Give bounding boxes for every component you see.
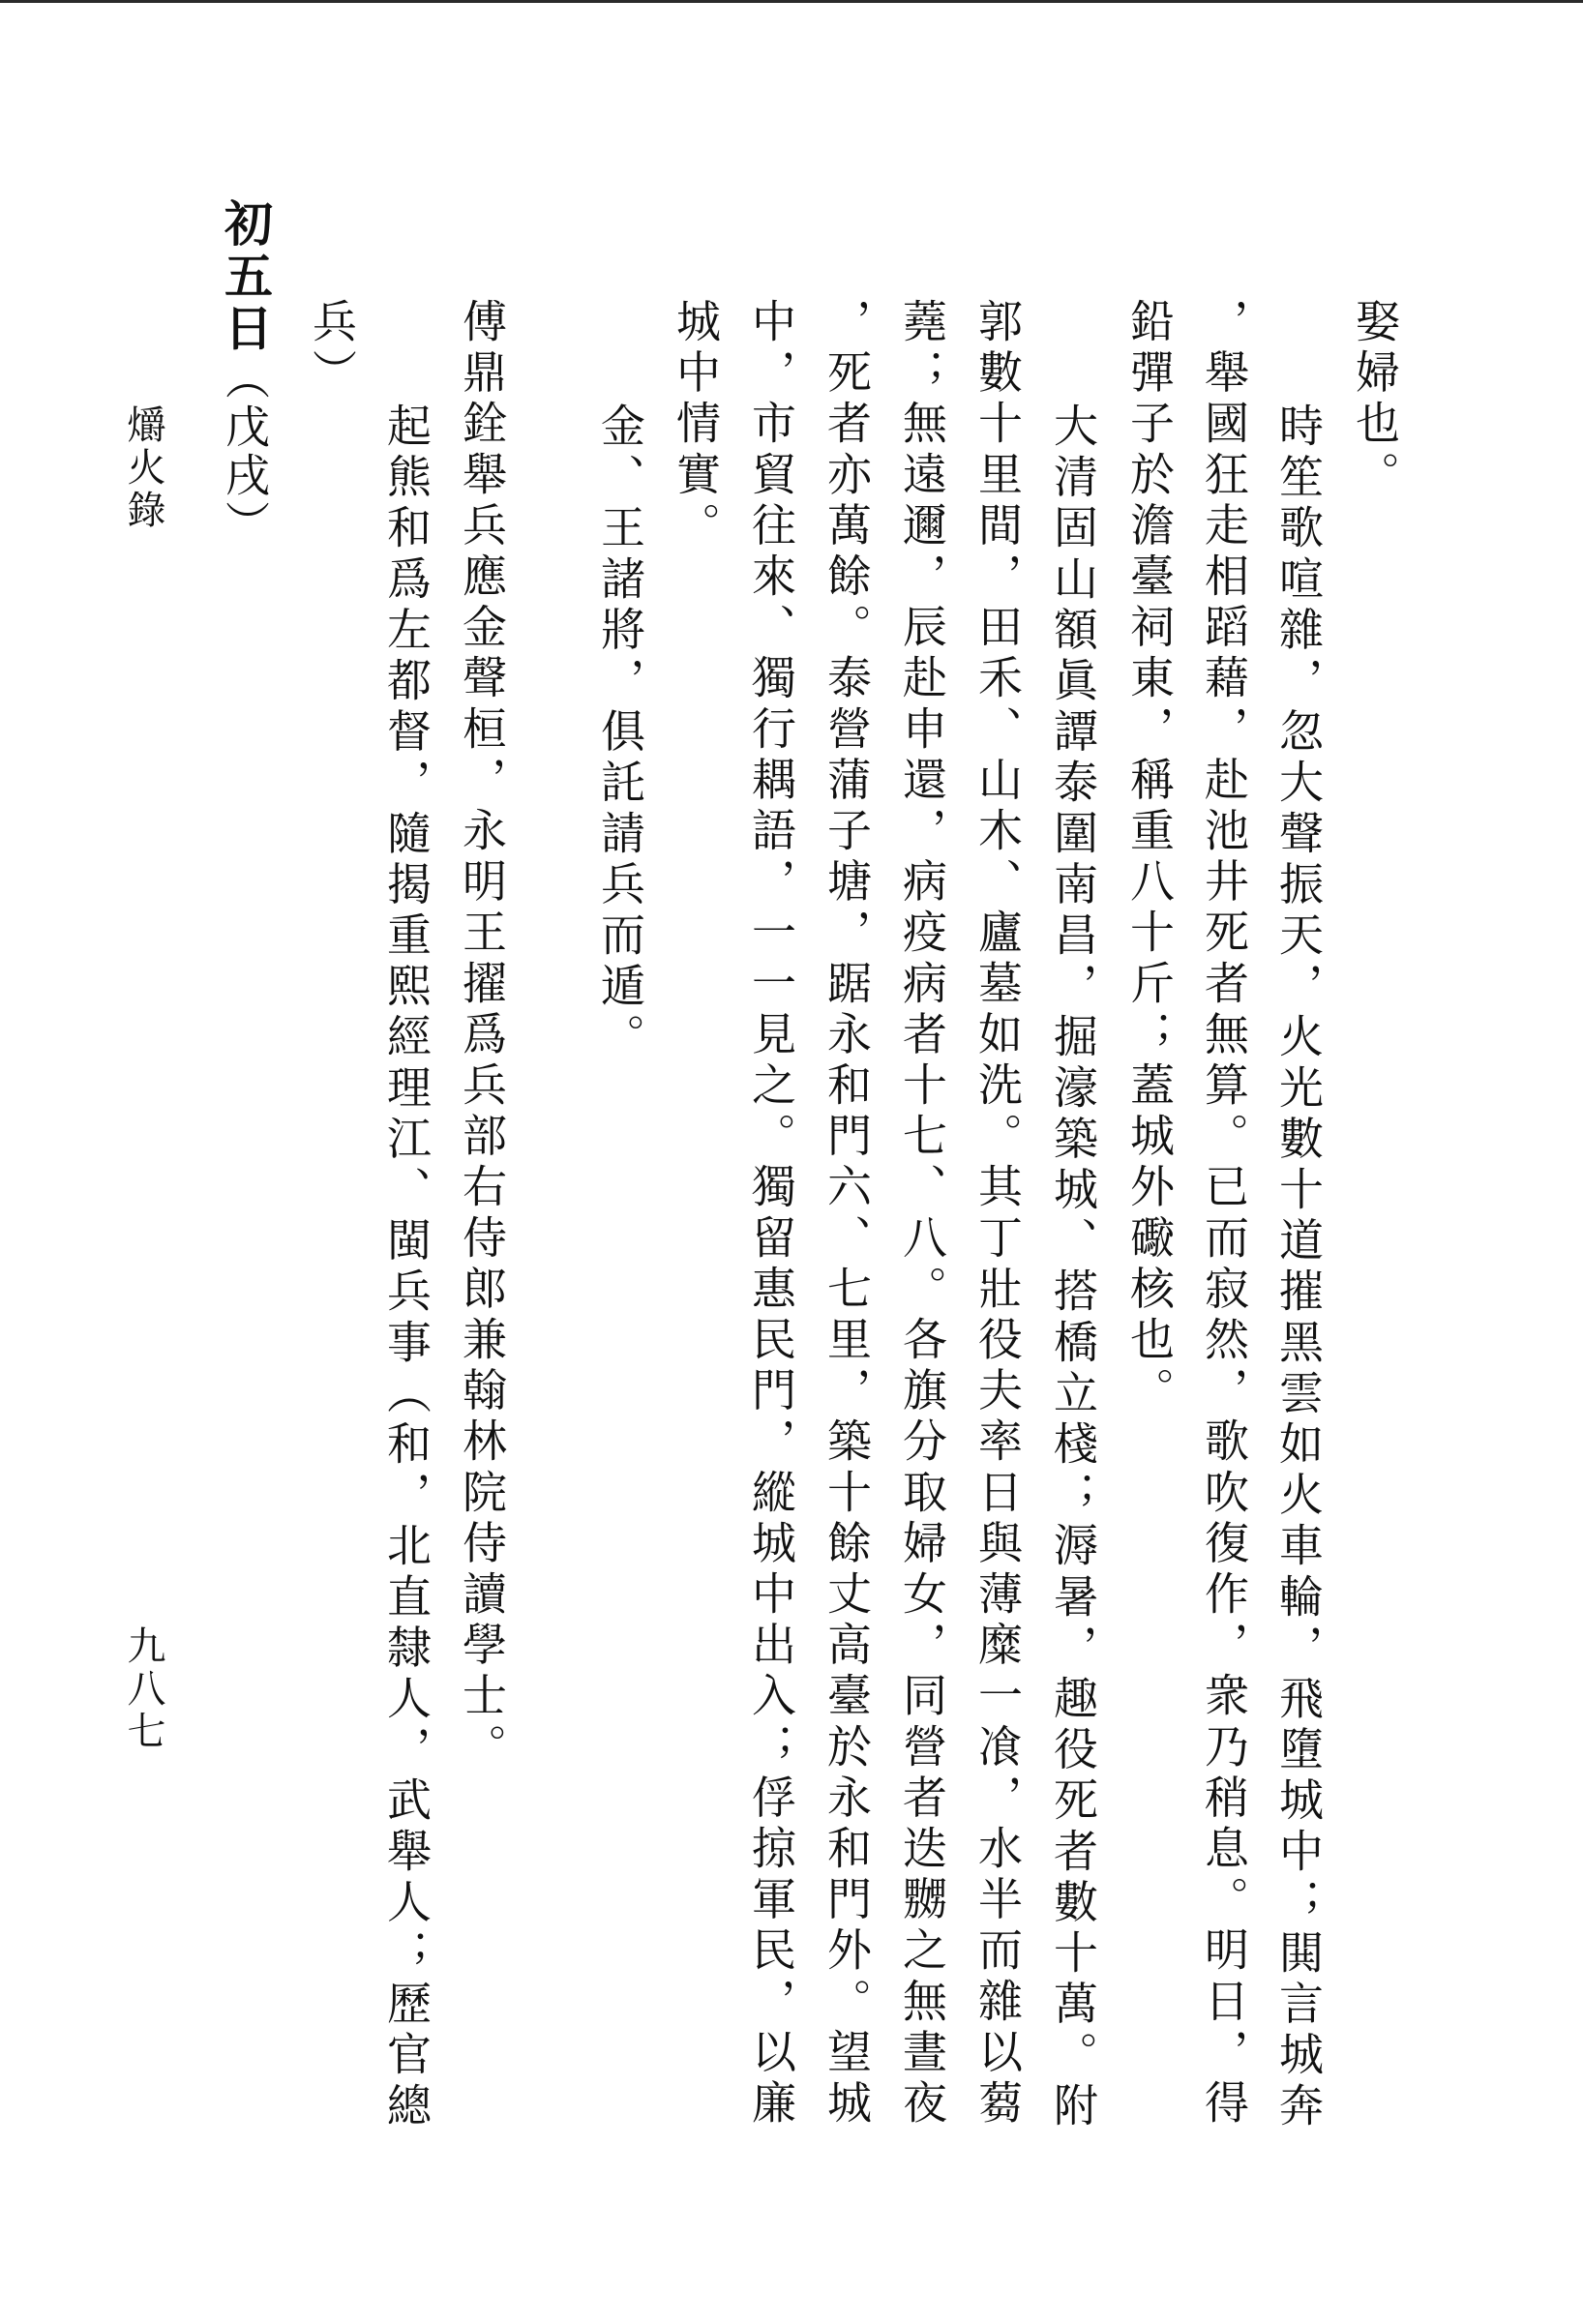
text-column-7: 蕘；無遠邇，辰赴申還，病疫病者十七、八。各旗分取婦女，同營者迭嬲之無晝夜 <box>896 298 948 2130</box>
text-column-13: 起熊和爲左都督，隨揭重熙經理江、閩兵事（和，北直隸人，武舉人；歷官總 <box>380 402 433 2133</box>
text-column-14: 兵） <box>306 298 358 401</box>
text-column-9: 中，市貿往來、獨行耦語，一一見之。獨留惠民門，縱城中出入；俘掠軍民，以廉 <box>745 298 797 2130</box>
text-column-11: 金、王諸將，俱託請兵而遁。 <box>594 402 646 1064</box>
running-title: 爝火錄 <box>121 404 165 532</box>
text-column-1: 娶婦也。 <box>1349 298 1401 502</box>
text-column-4: 鉛彈子於澹臺祠東，稱重八十斤；蓋城外礮核也。 <box>1123 298 1176 1418</box>
text-column-3: ，舉國狂走相蹈藉，赴池井死者無算。已而寂然，歌吹復作，衆乃稍息。明日，得 <box>1198 298 1250 2130</box>
text-column-12: 傅鼎銓舉兵應金聲桓，永明王擢爲兵部右侍郎兼翰林院侍讀學士。 <box>456 298 508 1774</box>
text-column-10: 城中情實。 <box>670 298 722 552</box>
date-heading-ganzhi: （戊戌） <box>219 355 271 549</box>
top-edge-line <box>0 0 1583 3</box>
date-heading <box>217 198 274 549</box>
text-column-8: ，死者亦萬餘。泰營蒲子塘，踞永和門六、七里，築十餘丈高臺於永和門外。望城 <box>821 298 873 2130</box>
text-column-2: 時笙歌喧雜，忽大聲振天，火光數十道摧黑雲如火車輪，飛墮城中；閧言城奔 <box>1272 402 1325 2133</box>
text-column-6: 郭數十里間，田禾、山木、廬墓如洗。其丁壯役夫率日與薄糜一飡，水半而雜以蒭 <box>971 298 1024 2130</box>
date-heading-day: 初五日 <box>217 198 274 355</box>
page-number: 九八七 <box>121 1625 165 1753</box>
text-column-5: 大清固山額眞譚泰圍南昌，掘濠築城、搭橋立棧；溽暑，趣役死者數十萬。附 <box>1047 402 1099 2133</box>
